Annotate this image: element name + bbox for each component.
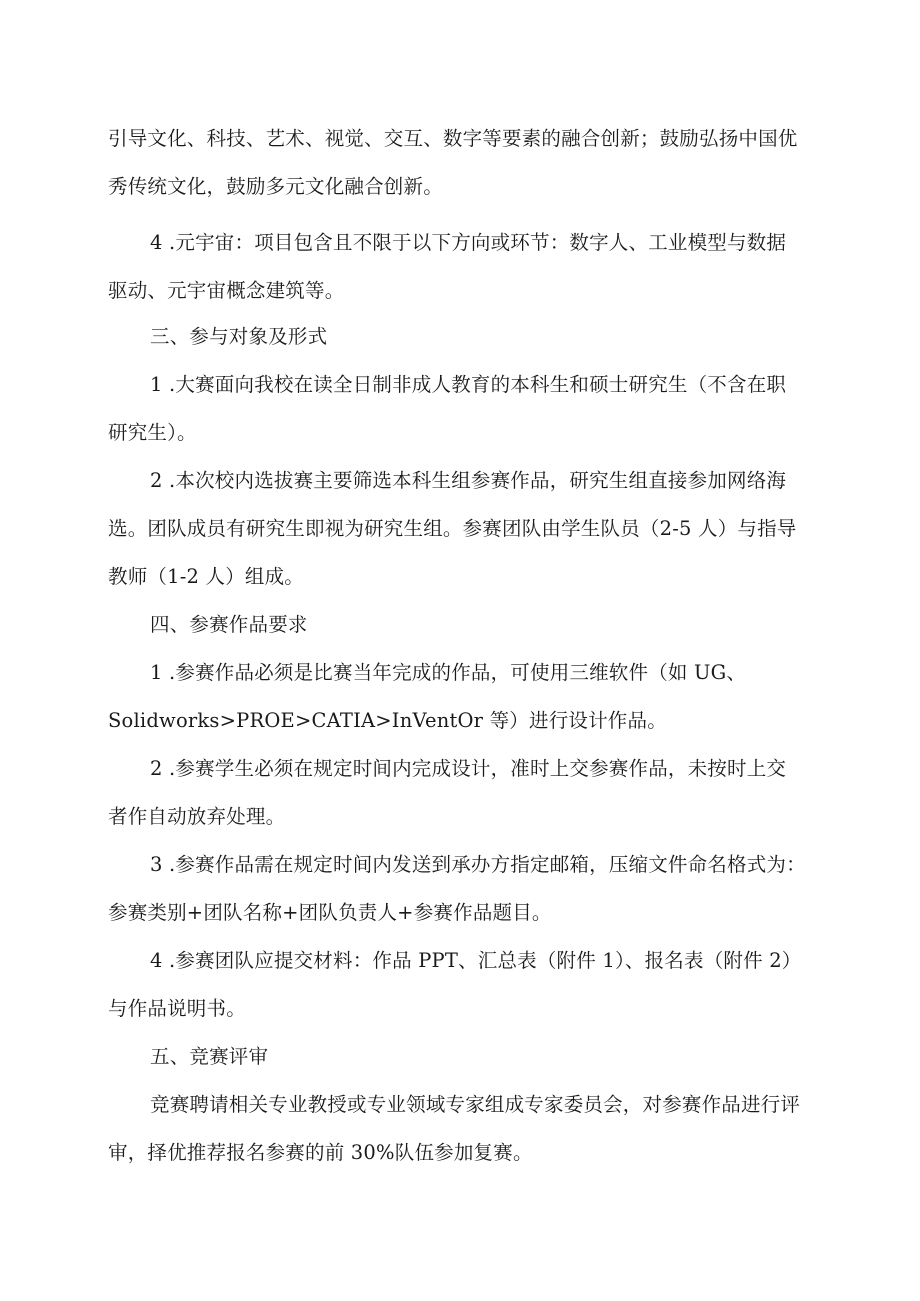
list-item-text: 2 .本次校内选拔赛主要筛选本科生组参赛作品，研究生组直接参加网络海 bbox=[150, 469, 787, 492]
body-text-line: 教师（1-2 人）组成。 bbox=[108, 565, 305, 588]
section-heading: 五、竞赛评审 bbox=[150, 1045, 269, 1068]
body-text-line: Solidworks>PROE>CATIA>InVentOr 等）进行设计作品。 bbox=[108, 709, 667, 732]
list-item-text: 4 .参赛团队应提交材料：作品 PPT、汇总表（附件 1）、报名表（附件 2） bbox=[150, 949, 802, 972]
body-text-line: 引导文化、科技、艺术、视觉、交互、数字等要素的融合创新；鼓励弘扬中国优 bbox=[108, 127, 798, 150]
section-heading: 三、参与对象及形式 bbox=[150, 325, 328, 348]
list-item-text: 1 .大赛面向我校在读全日制非成人教育的本科生和硕士研究生（不含在职 bbox=[150, 373, 787, 396]
body-text-line: 者作自动放弃处理。 bbox=[108, 805, 286, 828]
body-text-line: 审，择优推荐报名参赛的前 30%队伍参加复赛。 bbox=[108, 1141, 533, 1164]
body-text-line: 参赛类别+团队名称+团队负责人+参赛作品题目。 bbox=[108, 901, 552, 924]
list-item-text: 4 .元宇宙：项目包含且不限于以下方向或环节：数字人、工业模型与数据 bbox=[150, 231, 787, 254]
body-text-line: 竞赛聘请相关专业教授或专业领域专家组成专家委员会，对参赛作品进行评 bbox=[150, 1093, 801, 1116]
body-text-line: 驱动、元宇宙概念建筑等。 bbox=[108, 279, 345, 302]
section-heading: 四、参赛作品要求 bbox=[150, 613, 308, 636]
list-item-text: 3 .参赛作品需在规定时间内发送到承办方指定邮箱，压缩文件命名格式为： bbox=[150, 853, 806, 876]
list-item-text: 1 .参赛作品必须是比赛当年完成的作品，可使用三维软件（如 UG、 bbox=[150, 661, 747, 684]
body-text-line: 秀传统文化，鼓励多元文化融合创新。 bbox=[108, 175, 443, 198]
list-item-text: 2 .参赛学生必须在规定时间内完成设计，准时上交参赛作品，未按时上交 bbox=[150, 757, 787, 780]
body-text-line: 与作品说明书。 bbox=[108, 997, 246, 1020]
body-text-line: 研究生）。 bbox=[108, 421, 197, 444]
body-text-line: 选。团队成员有研究生即视为研究生组。参赛团队由学生队员（2-5 人）与指导 bbox=[108, 517, 797, 540]
